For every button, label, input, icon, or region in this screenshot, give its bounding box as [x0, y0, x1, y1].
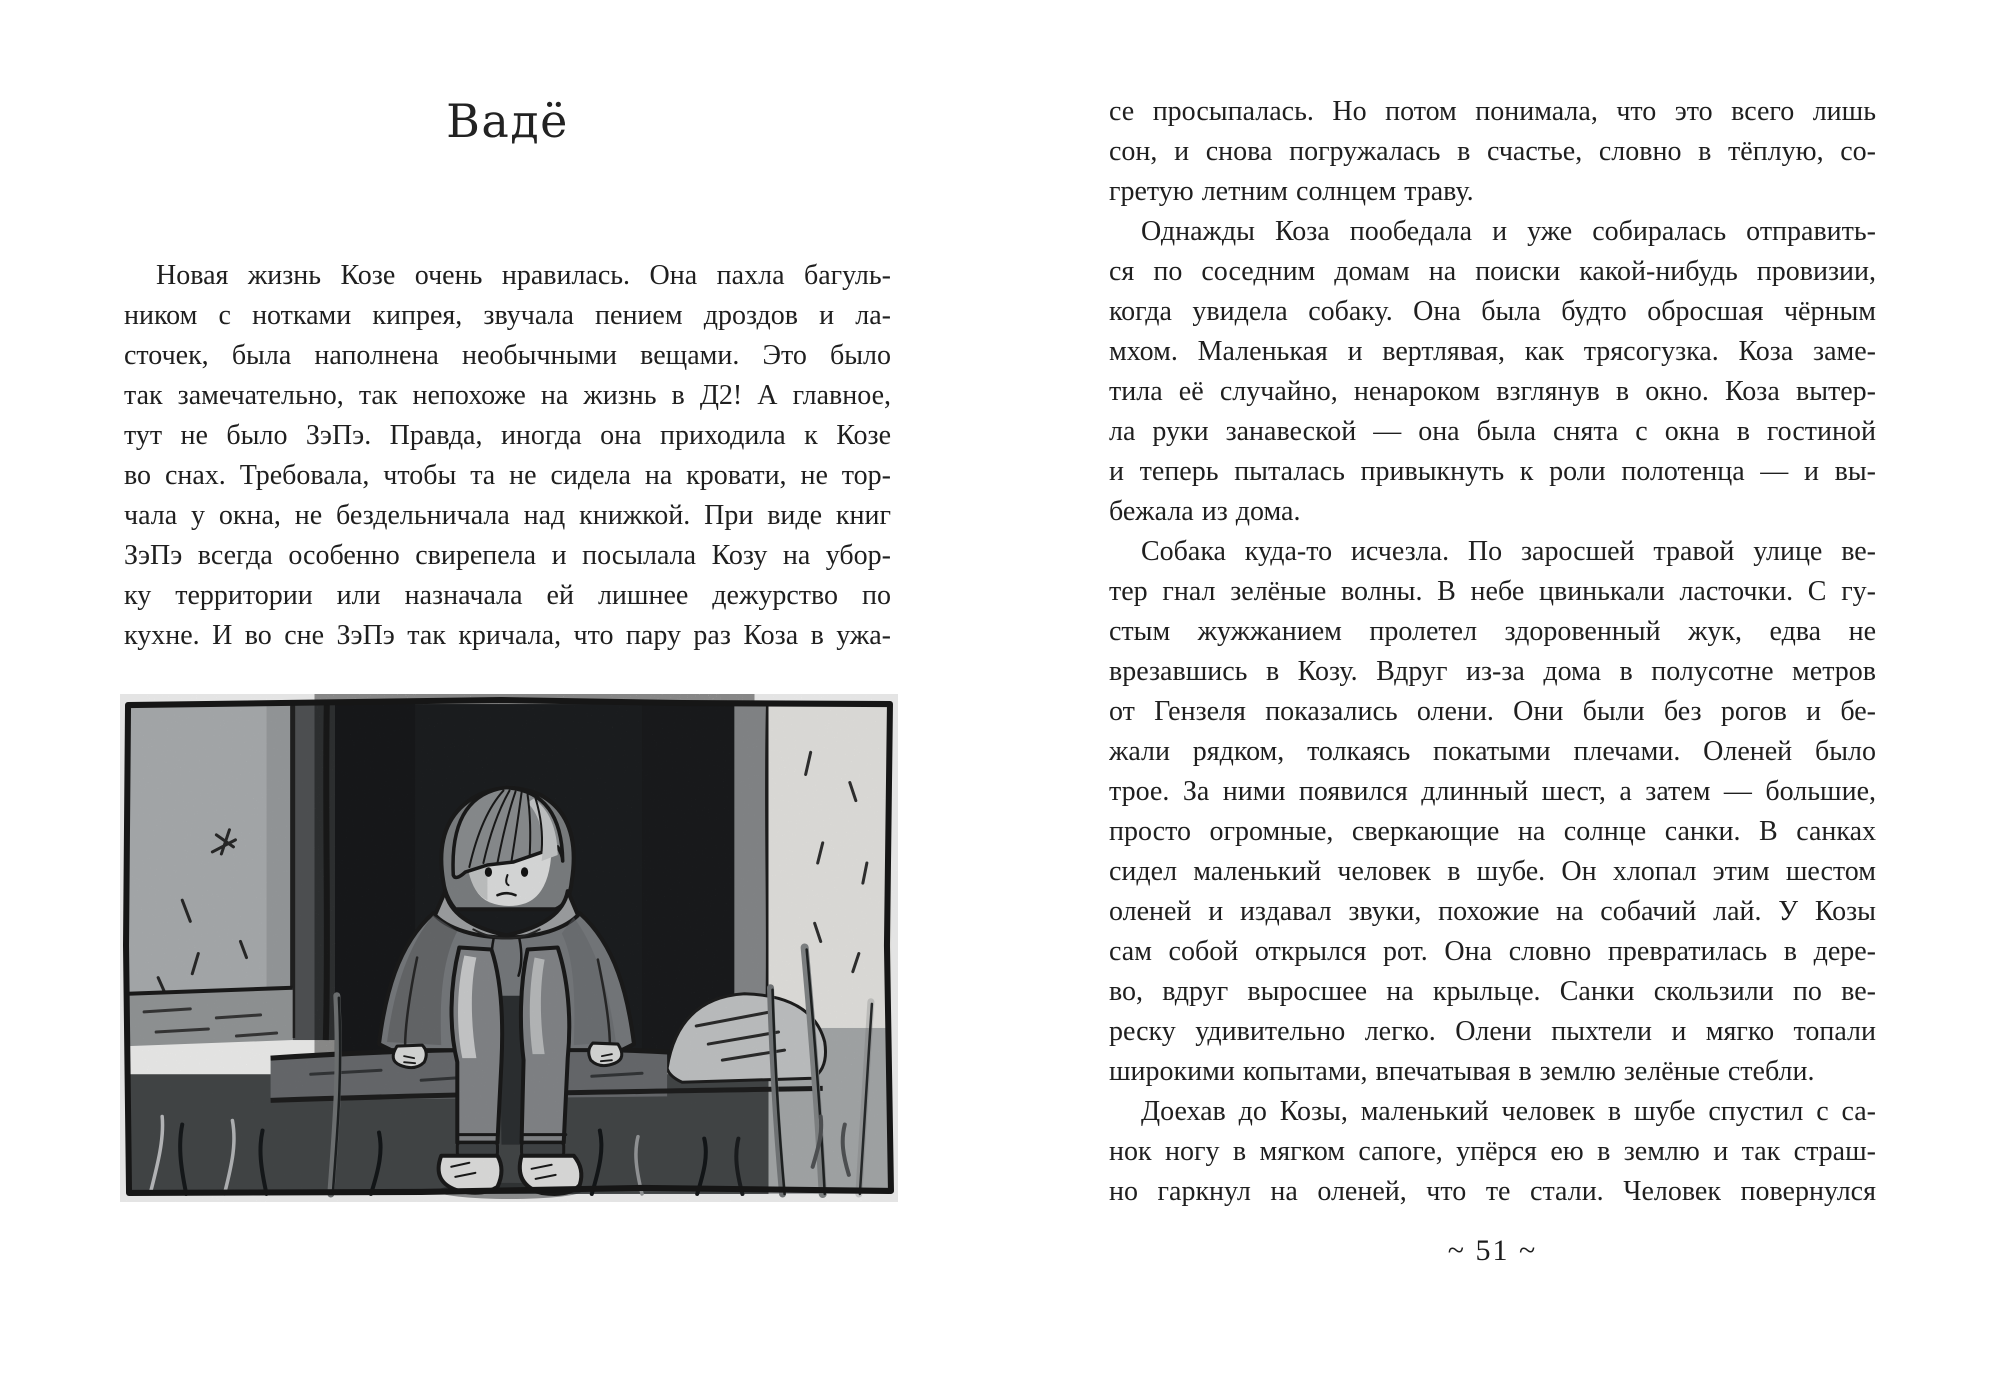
text-line: тер гнал зелёные волны. В небе цвинькали ласточки. С гу-: [1109, 576, 1876, 607]
text-line: ЗэПэ всегда особенно свирепела и посылала Козу на убор-: [124, 540, 891, 571]
text-line: Доехав до Козы, маленький человек в шубе спустил с са-: [1141, 1096, 1876, 1127]
text-line: когда увидела собаку. Она была будто обросшая чёрным: [1109, 296, 1876, 327]
text-line: и теперь пыталась привыкнуть к роли полотенца — и вы-: [1109, 456, 1876, 487]
text-line: во, вдруг выросшее на крыльце. Санки скользили по ве-: [1109, 976, 1876, 1007]
text-line: се просыпалась. Но потом понимала, что это всего лишь: [1109, 96, 1876, 127]
text-line: Однажды Коза пообедала и уже собиралась отправить-: [1141, 216, 1876, 247]
text-line: гретую летним солнцем траву.: [1109, 176, 1474, 207]
text-line: но гаркнул на оленей, что те стали. Человек повернулся: [1109, 1176, 1876, 1207]
text-line: ником с нотками кипрея, звучала пением дроздов и ла-: [124, 300, 891, 331]
text-line: сидел маленький человек в шубе. Он хлопал этим шестом: [1109, 856, 1876, 887]
chapter-title: Вадё: [446, 94, 569, 148]
text-line: ку территории или назначала ей лишнее дежурство по: [124, 580, 891, 611]
text-line: тила её случайно, ненароком взглянув в окно. Коза вытер-: [1109, 376, 1876, 407]
text-line: от Гензеля показались олени. Они были без рогов и бе-: [1109, 696, 1876, 727]
text-line: так замечательно, так непохоже на жизнь в Д2! А главное,: [124, 380, 891, 411]
text-line: трое. За ними появился длинный шест, а затем — большие,: [1109, 776, 1876, 807]
text-line: чала у окна, не бездельничала над книжкой. При виде книг: [124, 500, 891, 531]
text-line: просто огромные, сверкающие на солнце санки. В санках: [1109, 816, 1876, 847]
text-line: Новая жизнь Козе очень нравилась. Она пахла багуль-: [156, 260, 891, 291]
text-line: нок ногу в мягком сапоге, упёрся ею в землю и так страш-: [1109, 1136, 1876, 1167]
right-text-column: [1109, 92, 1876, 1212]
text-line: кухне. И во сне ЗэПэ так кричала, что пару раз Коза в ужа-: [124, 620, 891, 651]
text-line: бежала из дома.: [1109, 496, 1301, 527]
text-line: врезавшись в Козу. Вдруг из-за дома в полусотне метров: [1109, 656, 1876, 687]
text-line: ся по соседним домам на поиски какой-нибудь провизии,: [1109, 256, 1876, 287]
text-line: во снах. Требовала, чтобы та не сидела на кровати, не тор-: [124, 460, 891, 491]
text-line: стым жужжанием пролетел здоровенный жук, едва не: [1109, 616, 1876, 647]
text-line: мхом. Маленькая и вертлявая, как трясогузка. Коза заме-: [1109, 336, 1876, 367]
text-line: сточек, была наполнена необычными вещами. Это было: [124, 340, 891, 371]
text-line: ла руки занавеской — она была снята с окна в гостиной: [1109, 416, 1876, 447]
page-number: ~ 51 ~: [1447, 1234, 1538, 1267]
text-line: сон, и снова погружалась в счастье, словно в тёплую, со-: [1109, 136, 1876, 167]
text-line: Собака куда-то исчезла. По заросшей травой улице ве-: [1141, 536, 1876, 567]
text-line: сам собой открылся рот. Она словно превратилась в дере-: [1109, 936, 1876, 967]
text-line: оленей и издавал звуки, похожие на собачий лай. У Козы: [1109, 896, 1876, 927]
text-line: жали рядком, толкаясь покатыми плечами. Оленей было: [1109, 736, 1876, 767]
text-line: тут не было ЗэПэ. Правда, иногда она приходила к Козе: [124, 420, 891, 451]
text-line: реску удивительно легко. Олени пыхтели и мягко топали: [1109, 1016, 1876, 1047]
text-line: широкими копытами, впечатывая в землю зелёные стебли.: [1109, 1056, 1815, 1087]
